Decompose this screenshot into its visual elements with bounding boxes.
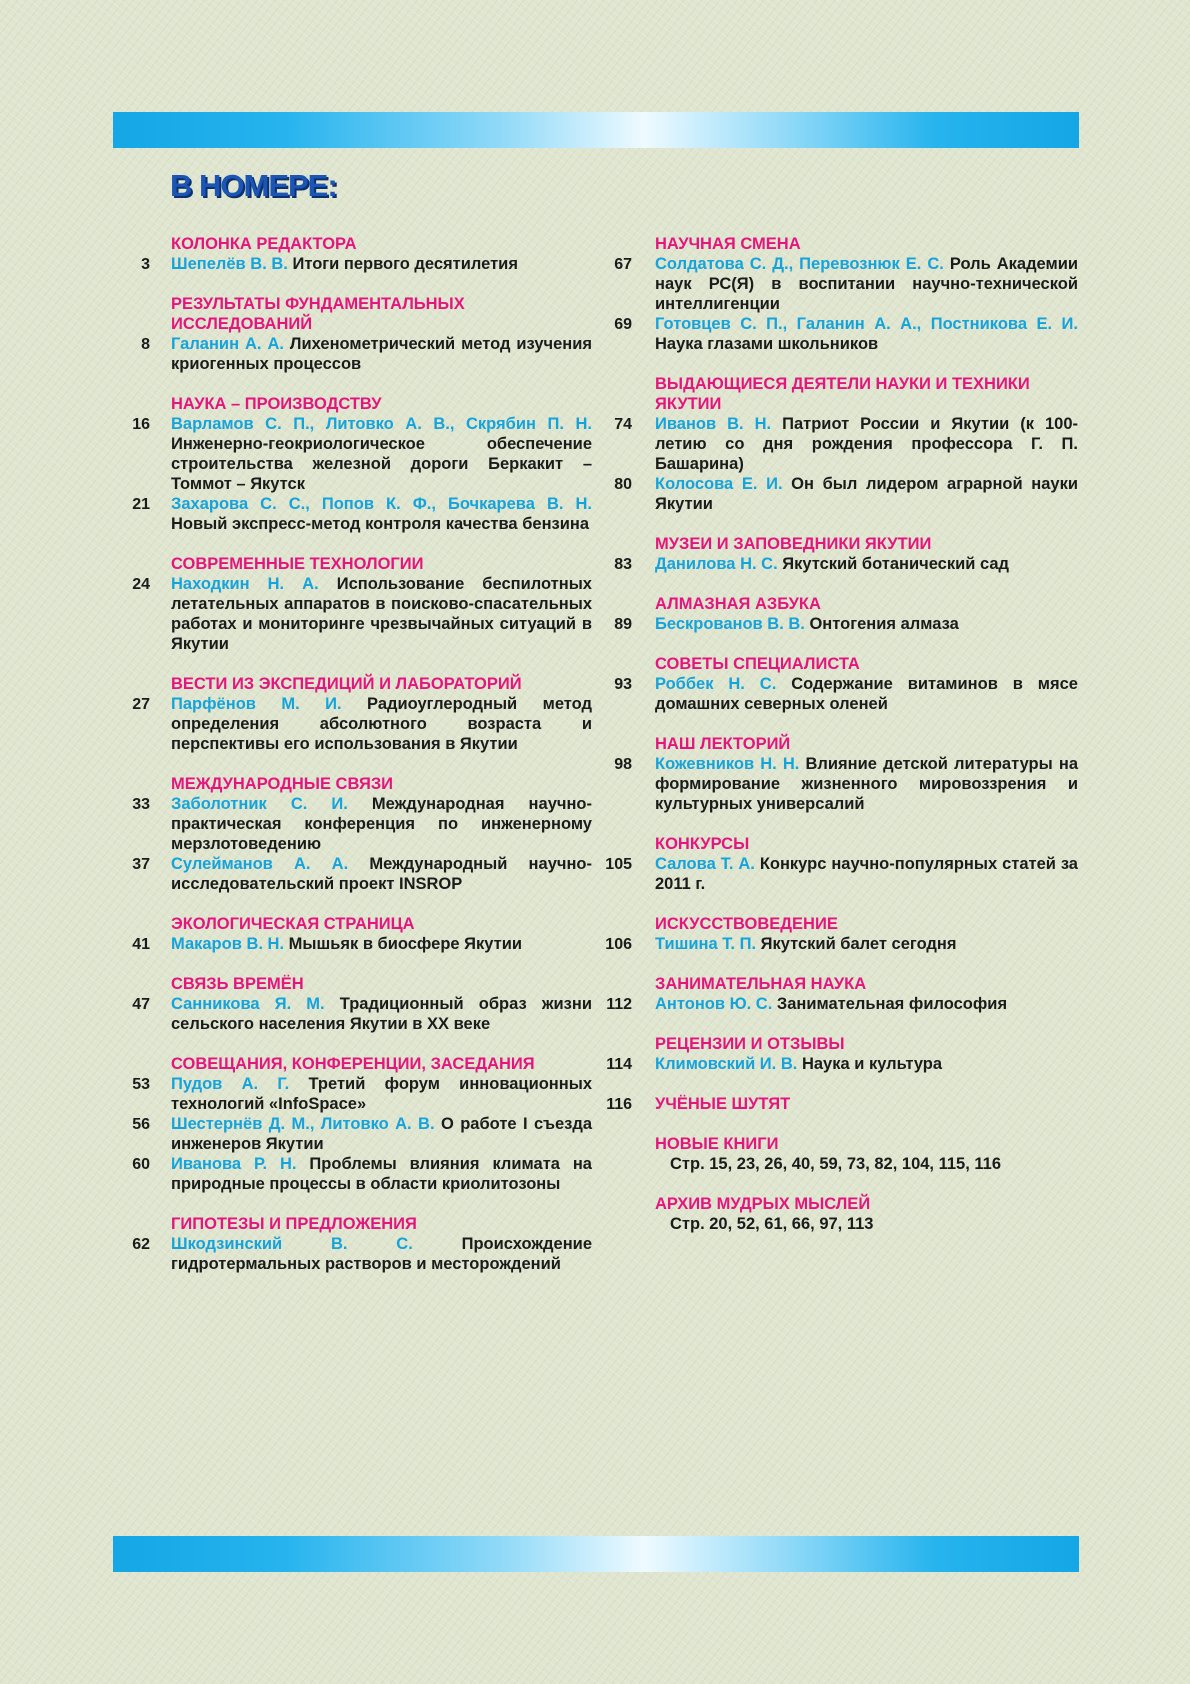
entry-title: Якутский балет сегодня: [760, 935, 957, 953]
entry-text: [171, 794, 592, 854]
entry-text: [171, 334, 592, 374]
section-title: РЕЗУЛЬТАТЫ ФУНДАМЕНТАЛЬНЫХ ИССЛЕДОВАНИЙ: [171, 295, 465, 333]
section-title: КОНКУРСЫ: [655, 835, 750, 853]
entry-title: Международная научно-практическая конференция по инженерному мерзлотоведению: [171, 795, 592, 853]
section-title: СВЯЗЬ ВРЕМЁН: [171, 975, 304, 993]
toc-section: [120, 234, 592, 274]
toc-entry[interactable]: [120, 854, 592, 894]
entry-title: Наука глазами школьников: [655, 335, 879, 353]
page-number: 83: [614, 556, 632, 573]
section-title: ЗАНИМАТЕЛЬНАЯ НАУКА: [655, 975, 867, 993]
entry-author: Пудов А. Г.: [171, 1075, 290, 1093]
toc-section: [604, 1194, 1078, 1234]
entry-title: Конкурс научно-популярных статей за 2011 г.: [655, 855, 1078, 893]
page-number: 80: [614, 476, 632, 493]
entry-text: [171, 1114, 592, 1154]
toc-entry[interactable]: [120, 794, 592, 854]
toc-entry[interactable]: [120, 1114, 592, 1154]
toc-entry[interactable]: [120, 1234, 592, 1274]
toc-entry[interactable]: [604, 994, 1078, 1014]
entry-title: Патриот России и Якутии (к 100-летию со дня рождения профессора Г. П. Башарина): [655, 415, 1078, 473]
toc-section: [120, 1054, 592, 1194]
entry-title: Он был лидером аграрной науки Якутии: [655, 475, 1078, 513]
entry-author: Варламов С. П., Литовко А. В., Скрябин П. Н.: [171, 415, 592, 433]
entry-author: Солдатова С. Д., Перевознюк Е. С.: [655, 255, 944, 273]
toc-left-column: [120, 234, 592, 1294]
entry-text: [655, 554, 1078, 574]
entry-text: [655, 754, 1078, 814]
toc-entry[interactable]: [604, 1054, 1078, 1074]
page-number: 67: [614, 256, 632, 273]
entry-author: Макаров В. Н.: [171, 935, 285, 953]
entry-author: Иванов В. Н.: [655, 415, 772, 433]
entry-author: Бескрованов В. В.: [655, 615, 805, 633]
entry-title: Итоги первого десятилетия: [292, 255, 518, 273]
toc-section: [604, 734, 1078, 814]
entry-text: [171, 934, 592, 954]
entry-author: Роббек Н. С.: [655, 675, 777, 693]
page-number: 37: [132, 856, 150, 873]
page-number: 16: [132, 416, 150, 433]
top-decorative-band: [113, 112, 1079, 148]
entry-text: [171, 854, 592, 894]
entry-author: Тишина Т. П.: [655, 935, 757, 953]
page-number: 41: [132, 936, 150, 953]
section-title: АРХИВ МУДРЫХ МЫСЛЕЙ: [655, 1195, 871, 1213]
section-title: НАУКА – ПРОИЗВОДСТВУ: [171, 395, 382, 413]
section-title: МЕЖДУНАРОДНЫЕ СВЯЗИ: [171, 775, 394, 793]
entry-author: Шепелёв В. В.: [171, 255, 288, 273]
entry-author: Готовцев С. П., Галанин А. А., Постникова Е. И.: [655, 315, 1078, 333]
section-title: СОВЕЩАНИЯ, КОНФЕРЕНЦИИ, ЗАСЕДАНИЯ: [171, 1055, 535, 1073]
section-title: НАШ ЛЕКТОРИЙ: [655, 735, 791, 753]
toc-section: [604, 834, 1078, 894]
toc-entry[interactable]: [604, 934, 1078, 954]
toc-section: [604, 374, 1078, 514]
page-title: В НОМЕРЕ:: [170, 168, 337, 203]
entry-text: [171, 694, 592, 754]
entry-text: [655, 854, 1078, 894]
toc-entry[interactable]: [120, 334, 592, 374]
section-title: КОЛОНКА РЕДАКТОРА: [171, 235, 357, 253]
toc-section: [120, 554, 592, 654]
entry-text: [171, 574, 592, 654]
toc-entry[interactable]: [120, 994, 592, 1034]
entry-author: Салова Т. А.: [655, 855, 755, 873]
entry-text: [655, 254, 1078, 314]
entry-author: Колосова Е. И.: [655, 475, 783, 493]
section-title: УЧЁНЫЕ ШУТЯТ: [655, 1095, 791, 1113]
toc-section: [120, 974, 592, 1034]
page-number: 53: [132, 1076, 150, 1093]
page-number: 74: [614, 416, 632, 433]
entry-title: Занимательная философия: [776, 995, 1008, 1013]
page-number: 33: [132, 796, 150, 813]
entry-author: Иванова Р. Н.: [171, 1155, 297, 1173]
page-number: 27: [132, 696, 150, 713]
toc-entry[interactable]: [120, 1154, 592, 1194]
toc-entry[interactable]: [604, 474, 1078, 514]
entry-author: Заболотник С. И.: [171, 795, 348, 813]
entry-author: Галанин А. А.: [171, 335, 284, 353]
entry-title: Лихенометрический метод изучения криогенных процессов: [171, 335, 592, 373]
entry-text: [655, 934, 1078, 954]
section-title: ГИПОТЕЗЫ И ПРЕДЛОЖЕНИЯ: [171, 1215, 417, 1233]
section-title: НОВЫЕ КНИГИ: [655, 1135, 779, 1153]
entry-title: Якутский ботанический сад: [782, 555, 1010, 573]
toc-entry[interactable]: [120, 494, 592, 534]
page-number: 62: [132, 1236, 150, 1253]
entry-author: Находкин Н. А.: [171, 575, 319, 593]
toc-section: [120, 914, 592, 954]
section-title: РЕЦЕНЗИИ И ОТЗЫВЫ: [655, 1035, 845, 1053]
entry-title: Радиоуглеродный метод определения абсолютного возраста и перспективы его использования в Якутии: [171, 695, 592, 753]
entry-text: [655, 994, 1078, 1014]
toc-entry[interactable]: [604, 314, 1078, 354]
entry-text: [171, 1234, 592, 1274]
entry-text: [655, 474, 1078, 514]
toc-entry[interactable]: [604, 254, 1078, 314]
page-number: 112: [606, 996, 632, 1013]
entry-text: [171, 254, 592, 274]
toc-entry[interactable]: [604, 554, 1078, 574]
entry-title: Мышьяк в биосфере Якутии: [288, 935, 523, 953]
section-title: АЛМАЗНАЯ АЗБУКА: [655, 595, 821, 613]
toc-section: [604, 914, 1078, 954]
entry-author: Санникова Я. М.: [171, 995, 325, 1013]
page-number: 98: [614, 756, 632, 773]
entry-title: Третий форум инновационных технологий «InfoSpace»: [171, 1075, 592, 1113]
toc-entry[interactable]: [604, 854, 1078, 894]
toc-section: [604, 654, 1078, 714]
section-title: ИСКУССТВОВЕДЕНИЕ: [655, 915, 838, 933]
entry-text: [655, 674, 1078, 714]
toc-section: [604, 594, 1078, 634]
toc-entry[interactable]: [120, 574, 592, 654]
entry-author: Сулейманов А. А.: [171, 855, 349, 873]
toc-entry[interactable]: [120, 414, 592, 494]
section-title: СОВЕТЫ СПЕЦИАЛИСТА: [655, 655, 860, 673]
toc-section: [604, 974, 1078, 1014]
toc-entry[interactable]: [604, 1094, 1078, 1114]
page-number: 8: [141, 336, 150, 353]
entry-text: [655, 1054, 1078, 1074]
page-number: 21: [132, 496, 150, 513]
page-number: 56: [132, 1116, 150, 1133]
entry-text: [655, 414, 1078, 474]
toc-entry[interactable]: [120, 1074, 592, 1114]
entry-title: Онтогения алмаза: [809, 615, 959, 633]
page-list: Стр. 20, 52, 61, 66, 97, 113: [670, 1215, 874, 1233]
page-list: Стр. 15, 23, 26, 40, 59, 73, 82, 104, 115, 116: [670, 1155, 1001, 1173]
entry-text: [655, 314, 1078, 354]
entry-author: Шестернёв Д. М., Литовко А. В.: [171, 1115, 435, 1133]
toc-section: [120, 1214, 592, 1274]
section-title: ВЫДАЮЩИЕСЯ ДЕЯТЕЛИ НАУКИ И ТЕХНИКИ ЯКУТИИ: [655, 375, 1030, 413]
entry-title: О работе I съезда инженеров Якутии: [171, 1115, 593, 1153]
page-number: 3: [141, 256, 150, 273]
entry-author: Шкодзинский В. С.: [171, 1235, 413, 1253]
toc-section: [120, 394, 592, 534]
entry-text: [655, 614, 1078, 634]
toc-entry[interactable]: [604, 674, 1078, 714]
page-number: 116: [606, 1096, 632, 1113]
toc-entry[interactable]: [120, 694, 592, 754]
entry-title: Роль Академии наук РС(Я) в воспитании научно-технической интеллигенции: [655, 255, 1078, 313]
entry-text: [171, 1154, 592, 1194]
entry-author: Данилова Н. С.: [655, 555, 778, 573]
entry-author: Антонов Ю. С.: [655, 995, 773, 1013]
section-title: ВЕСТИ ИЗ ЭКСПЕДИЦИЙ И ЛАБОРАТОРИЙ: [171, 675, 522, 693]
toc-entry[interactable]: [604, 414, 1078, 474]
entry-author: Парфёнов М. И.: [171, 695, 342, 713]
page-number: 93: [614, 676, 632, 693]
entry-text: [171, 494, 592, 534]
page-number: 69: [614, 316, 632, 333]
toc-entry[interactable]: [604, 614, 1078, 634]
entry-text: [171, 414, 592, 494]
toc-section: [120, 674, 592, 754]
page-number: 60: [132, 1156, 150, 1173]
toc-entry[interactable]: [120, 254, 592, 274]
toc-section: [604, 234, 1078, 354]
page-number: 106: [605, 936, 632, 953]
toc-entry[interactable]: [120, 934, 592, 954]
toc-entry[interactable]: [604, 754, 1078, 814]
entry-title: Традиционный образ жизни сельского населения Якутии в XX веке: [171, 995, 592, 1033]
entry-author: Захарова С. С., Попов К. Ф., Бочкарева В. Н.: [171, 495, 592, 513]
entry-title: Инженерно-геокриологическое обеспечение строительства железной дороги Беркакит – Томмот – Якутск: [171, 435, 592, 493]
section-title: МУЗЕИ И ЗАПОВЕДНИКИ ЯКУТИИ: [655, 535, 932, 553]
page-number: 105: [605, 856, 632, 873]
entry-title: Международный научно-исследовательский проект INSROP: [171, 855, 592, 893]
section-title: СОВРЕМЕННЫЕ ТЕХНОЛОГИИ: [171, 555, 424, 573]
entry-title: Новый экспресс-метод контроля качества бензина: [171, 515, 590, 533]
entry-author: Климовский И. В.: [655, 1055, 798, 1073]
section-title: НАУЧНАЯ СМЕНА: [655, 235, 801, 253]
entry-title: Происхождение гидротермальных растворов и месторождений: [171, 1235, 592, 1273]
toc-section: [604, 534, 1078, 574]
entry-text: [171, 994, 592, 1034]
toc-right-column: [604, 234, 1078, 1254]
page-number: 24: [132, 576, 150, 593]
entry-author: Кожевников Н. Н.: [655, 755, 800, 773]
page-number: 89: [614, 616, 632, 633]
entry-title: Содержание витаминов в мясе домашних северных оленей: [655, 675, 1078, 713]
entry-title: Влияние детской литературы на формирование жизненного мировоззрения и культурных универсалий: [655, 755, 1078, 813]
toc-section: [120, 294, 592, 374]
entry-text: [171, 1074, 592, 1114]
toc-section: [604, 1094, 1078, 1114]
toc-section: [604, 1034, 1078, 1074]
toc-section: [604, 1134, 1078, 1174]
toc-section: [120, 774, 592, 894]
page-number: 47: [132, 996, 150, 1013]
bottom-decorative-band: [113, 1536, 1079, 1572]
section-title: ЭКОЛОГИЧЕСКАЯ СТРАНИЦА: [171, 915, 415, 933]
entry-title: Использование беспилотных летательных аппаратов в поисково-спасательных работах и мониторинге чрезвычайных ситуаций в Якутии: [171, 575, 592, 653]
entry-title: Проблемы влияния климата на природные процессы в области криолитозоны: [171, 1155, 592, 1193]
page-number: 114: [606, 1056, 632, 1073]
entry-title: Наука и культура: [801, 1055, 943, 1073]
